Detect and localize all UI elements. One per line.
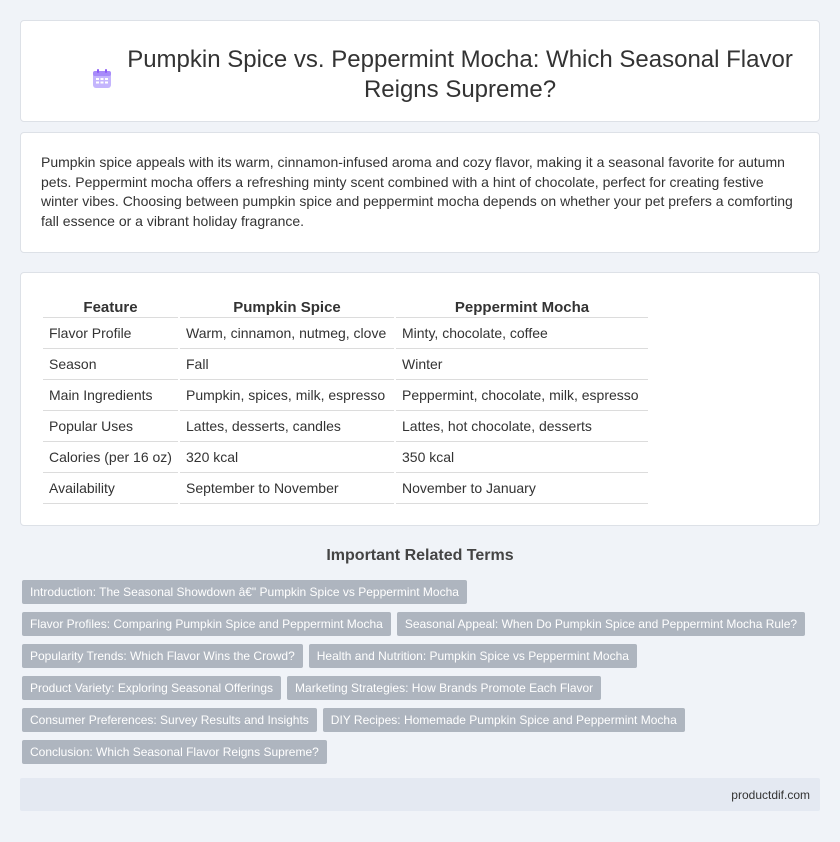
column-header: Peppermint Mocha [396,295,648,318]
related-terms-row [22,740,812,772]
table-cell: Minty, chocolate, coffee [396,318,648,349]
table-cell: Season [43,349,178,380]
related-term-tag[interactable]: Flavor Profiles: Comparing Pumpkin Spice and Peppermint Mocha [22,612,391,636]
table-row [43,380,648,411]
table-cell: September to November [180,473,394,504]
intro-card [20,132,820,253]
table-row [43,473,648,504]
comparison-table [41,295,650,504]
related-terms-heading: Important Related Terms [326,547,514,564]
table-cell: Availability [43,473,178,504]
table-cell: Flavor Profile [43,318,178,349]
table-cell: 350 kcal [396,442,648,473]
comparison-card [20,272,820,526]
related-terms-row [22,676,812,708]
calendar-icon [91,68,113,90]
table-cell: November to January [396,473,648,504]
table-row [43,411,648,442]
title-card [20,20,820,122]
related-terms-list [22,580,812,772]
table-cell: Lattes, hot chocolate, desserts [396,411,648,442]
intro-paragraph: Pumpkin spice appeals with its warm, cinnamon-infused aroma and cozy flavor, making it a seasonal favorite for autumn pets. Peppermint mocha offers a refreshing minty scent combined with a hint of chocolate, perfect for creating festive winter vibes. Choosing between pumpkin spice and peppermint mocha depends on whether your pet prefers a comforting fall essence or a vibrant holiday fragrance. [41,154,793,229]
table-cell: 320 kcal [180,442,394,473]
table-cell: Lattes, desserts, candles [180,411,394,442]
column-header: Feature [43,295,178,318]
table-cell: Calories (per 16 oz) [43,442,178,473]
page-title: Pumpkin Spice vs. Peppermint Mocha: Which Seasonal Flavor Reigns Supreme? [127,46,793,103]
related-term-tag[interactable]: Popularity Trends: Which Flavor Wins the Crowd? [22,644,303,668]
table-cell: Pumpkin, spices, milk, espresso [180,380,394,411]
column-header: Pumpkin Spice [180,295,394,318]
related-term-tag[interactable]: Conclusion: Which Seasonal Flavor Reigns Supreme? [22,740,327,764]
table-row [43,442,648,473]
footer-site-name: productdif.com [731,788,810,802]
related-term-tag[interactable]: Marketing Strategies: How Brands Promote Each Flavor [287,676,601,700]
related-term-tag[interactable]: Consumer Preferences: Survey Results and Insights [22,708,317,732]
related-term-tag[interactable]: Introduction: The Seasonal Showdown â€" Pumpkin Spice vs Peppermint Mocha [22,580,467,604]
related-terms-row [22,644,812,676]
related-terms-row [22,708,812,740]
related-term-tag[interactable]: Seasonal Appeal: When Do Pumpkin Spice and Peppermint Mocha Rule? [397,612,805,636]
table-cell: Peppermint, chocolate, milk, espresso [396,380,648,411]
related-term-tag[interactable]: Health and Nutrition: Pumpkin Spice vs Peppermint Mocha [309,644,637,668]
related-terms-row [22,580,812,612]
related-term-tag[interactable]: DIY Recipes: Homemade Pumpkin Spice and Peppermint Mocha [323,708,685,732]
table-cell: Popular Uses [43,411,178,442]
table-cell: Main Ingredients [43,380,178,411]
related-term-tag[interactable]: Product Variety: Exploring Seasonal Offerings [22,676,281,700]
table-cell: Fall [180,349,394,380]
footer [20,778,820,811]
table-row [43,349,648,380]
table-header-row [43,295,648,318]
table-cell: Warm, cinnamon, nutmeg, clove [180,318,394,349]
related-terms-row [22,612,812,644]
table-row [43,318,648,349]
table-cell: Winter [396,349,648,380]
